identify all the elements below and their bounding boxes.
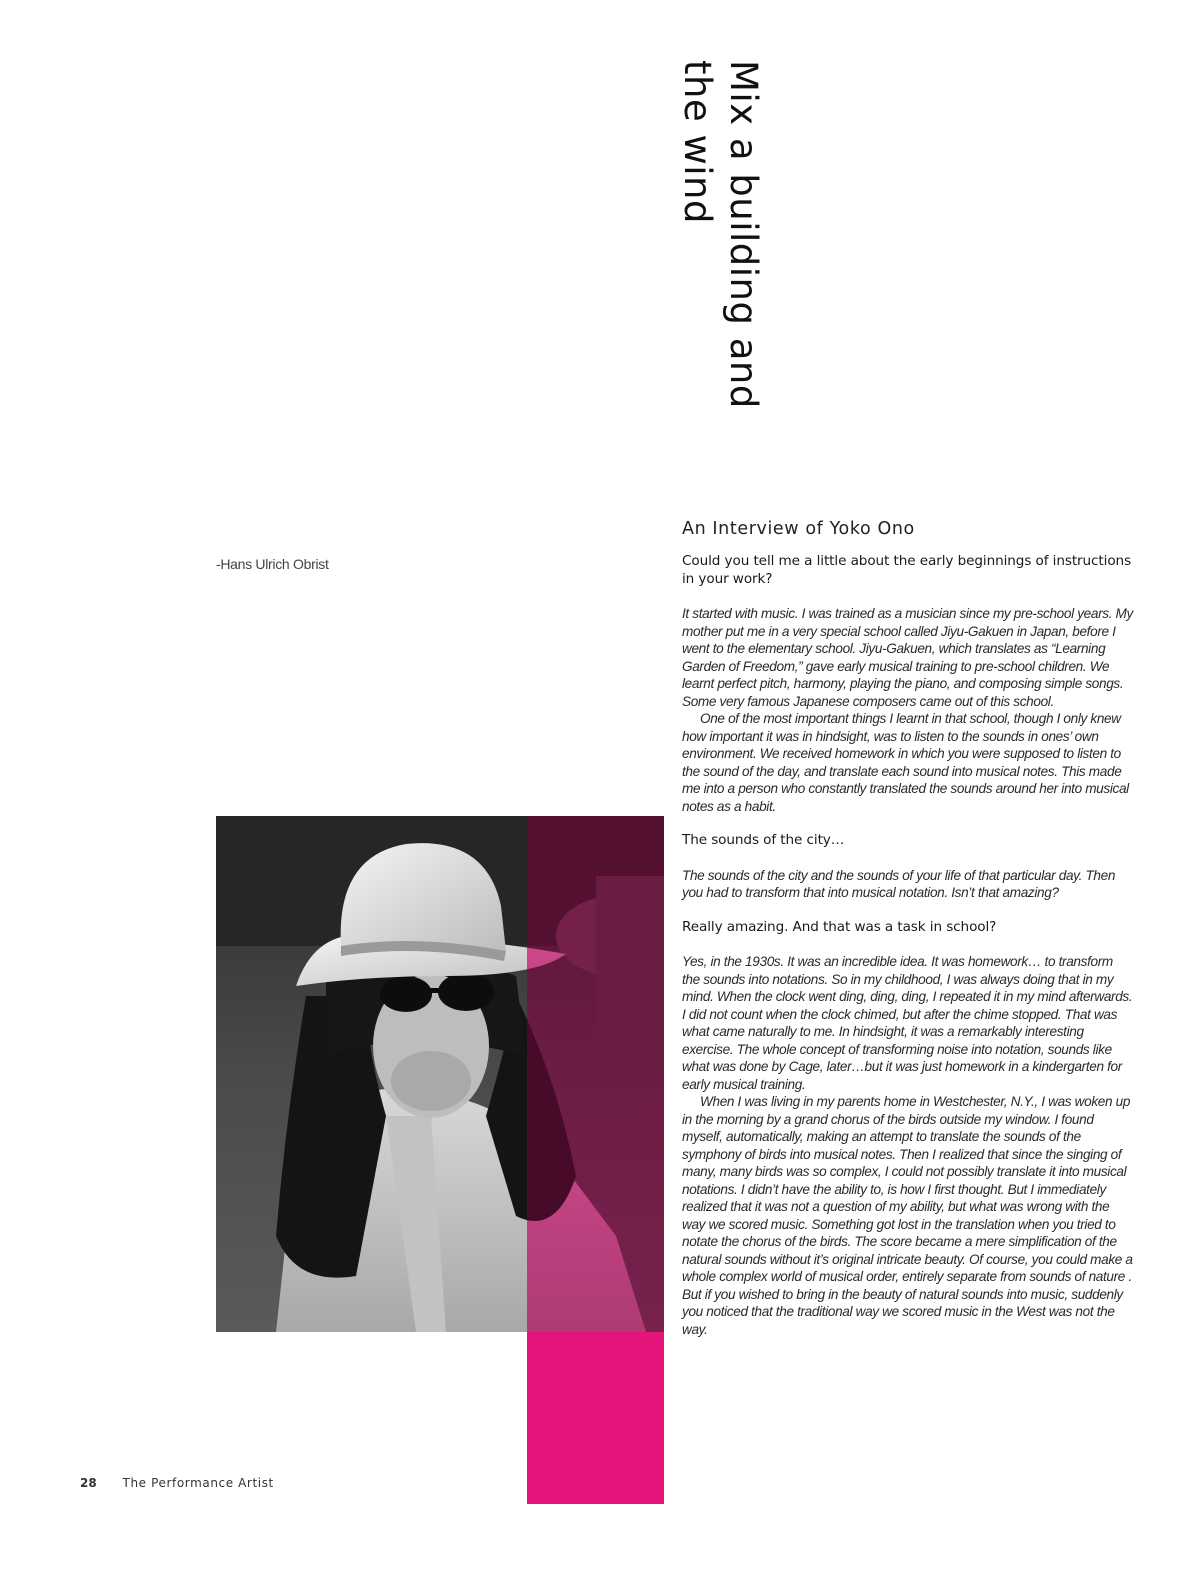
interview-answer: [682, 605, 1134, 815]
page-footer: [80, 1476, 274, 1490]
article-subtitle: An Interview of Yoko Ono: [682, 519, 915, 539]
interview-answer: [682, 867, 1134, 902]
title-line-1: Mix a building and: [722, 60, 765, 409]
author-byline: -Hans Ulrich Obrist: [216, 556, 329, 572]
interview-body: [682, 553, 1134, 1355]
answer-paragraph: The sounds of the city and the sounds of your life of that particular day. Then you had to transform that into musical notation. Isn’t that amazing?: [682, 867, 1116, 900]
magazine-name: The Performance Artist: [122, 1476, 274, 1490]
title-line-2: the wind: [676, 60, 719, 224]
portrait-photo: [216, 816, 664, 1332]
interview-question: Could you tell me a little about the early beginnings of instructions in your work?: [682, 553, 1132, 587]
portrait-illustration: [216, 816, 664, 1332]
answer-paragraph: One of the most important things I learnt in that school, though I only knew how important it was in hindsight, was to listen to the sounds in ones’ own environment. We received homework in which you were supposed to listen to the sound of the day, and translate each sound into musical notes. This made me into a person who constantly translated the sounds around her into musical notes as a habit.: [682, 711, 1129, 814]
answer-paragraph: It started with music. I was trained as a musician since my pre-school years. My mother put me in a very special school called Jiyu-Gakuen in Japan, before I went to the elementary school. Jiyu-Gakuen, which translates as “Learning Garden of Freedom,” gave early musical training to pre-school children. We learnt perfect pitch, harmony, playing the piano, and composing simple songs. Some very famous Japanese composers came out of this school.: [682, 606, 1133, 709]
answer-paragraph: Yes, in the 1930s. It was an incredible idea. It was homework… to transform the sounds into notations. So in my childhood, I was always doing that in my mind. When the clock went ding, ding, ding, I repeated it in my mind afterwards. I did not count when the clock chimed, but after the chime stopped. That was what came naturally to me. In hindsight, it was a remarkably interesting exercise. The whole concept of transforming noise into notation, sounds like what was done by Cage, later…but it was just homework in a kindergarten for early musical training.: [682, 954, 1133, 1092]
answer-paragraph: When I was living in my parents home in Westchester, N.Y., I was woken up in the morning by a grand chorus of the birds outside my window. I found myself, automatically, making an attempt to translate the sounds of the symphony of birds into musical notes. Then I realized that since the singing of many, many birds was so complex, I could not possibly translate it into musical notations. I didn’t have the ability to, is how I first thought. But I immediately realized that it was not a question of my ability, but what was wrong with the way we scored music. Something got lost in the translation when you tried to notate the chorus of the birds. The score became a mere simplification of the natural sounds without it’s original intricate beauty. Of course, you could make a whole complex world of musical order, entirely separate from sounds of nature . But if you wished to bring in the beauty of natural sounds into music, suddenly you noticed that the traditional way we scored music in the West was not the way.: [682, 1094, 1133, 1337]
magenta-accent-bar: [527, 1332, 664, 1504]
page-number: 28: [80, 1476, 97, 1490]
title-block: [666, 60, 766, 440]
interview-question: Really amazing. And that was a task in school?: [682, 918, 997, 935]
article-title: [666, 60, 766, 440]
interview-answer: [682, 953, 1134, 1338]
interview-question: The sounds of the city…: [682, 832, 845, 848]
